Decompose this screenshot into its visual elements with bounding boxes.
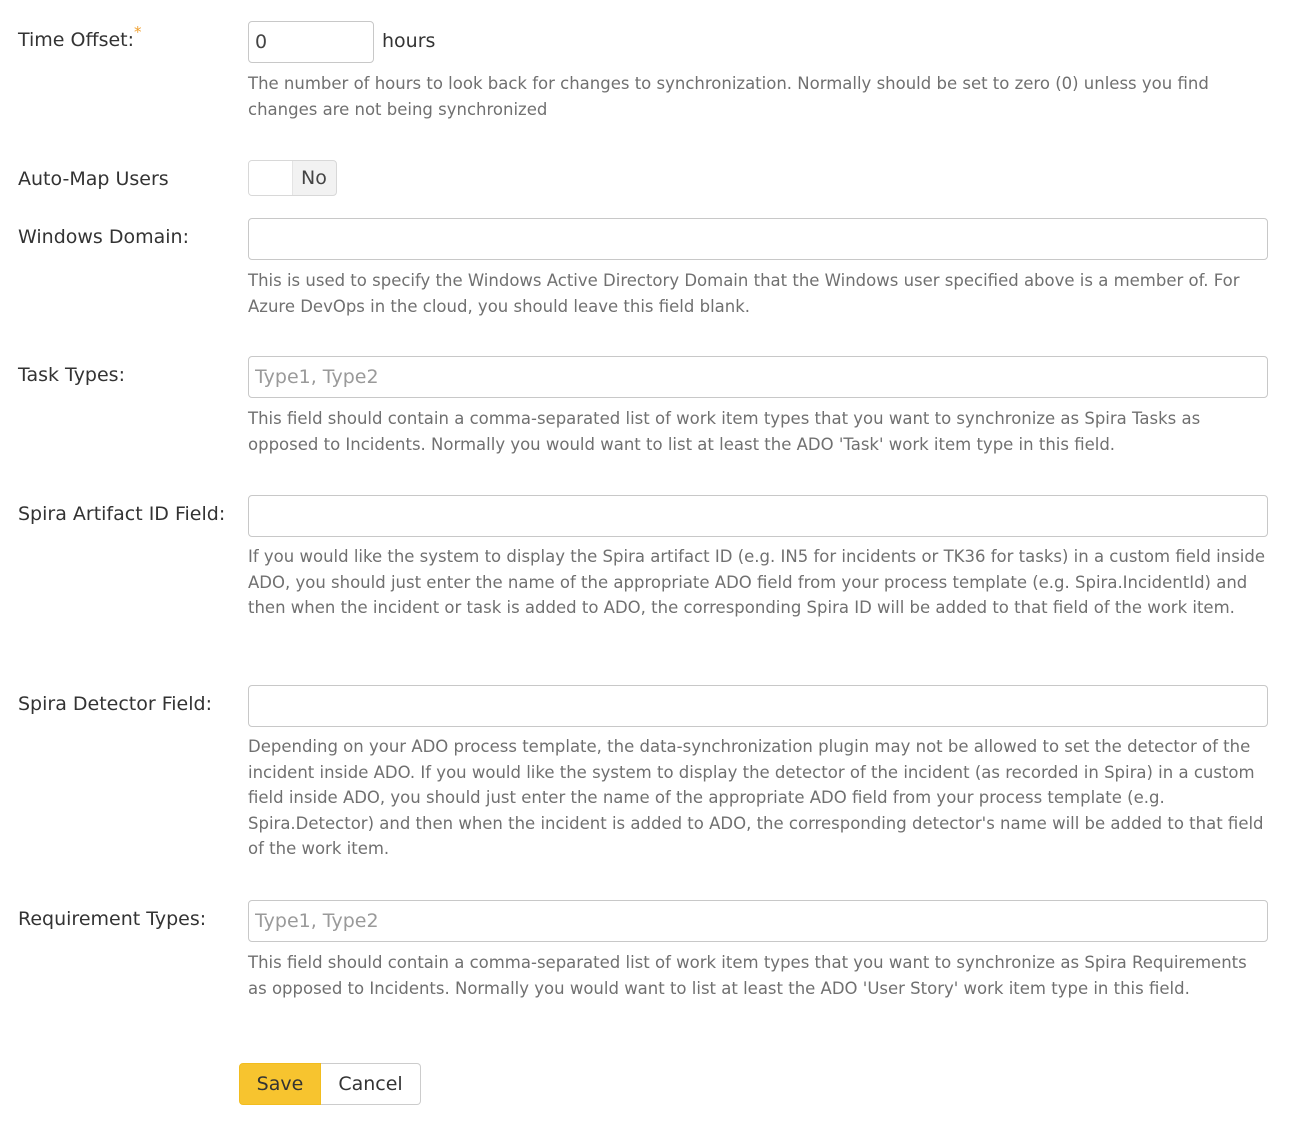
auto-map-users-label: Auto-Map Users [18, 168, 169, 190]
toggle-knob [249, 161, 293, 195]
task-types-help: This field should contain a comma-separated list of work item types that you want to synchronize as Spira Tasks as opposed to Incidents. Normally you would want to list at least the ADO 'Task' work item type in this field. [248, 409, 1201, 454]
windows-domain-label: Windows Domain: [18, 226, 189, 248]
spira-detector-field-help: Depending on your ADO process template, the data-synchronization plugin may not be allowed to set the detector of the incident inside ADO. If you would like the system to display the detector of the incident (as recorded in Spira) in a custom field inside ADO, you should just enter the name of the appropriate ADO field from your process template (e.g. Spira.Detector) and then when the incident is added to ADO, the corresponding detector's name will be added to that field of the work item. [248, 737, 1264, 858]
time-offset-help: The number of hours to look back for changes to synchronization. Normally should be set to zero (0) unless you find changes are not being synchronized [248, 74, 1209, 119]
spira-artifact-id-field-help: If you would like the system to display the Spira artifact ID (e.g. IN5 for incidents or TK36 for tasks) in a custom field inside ADO, you should just enter the name of the appropriate ADO field from your process template (e.g. Spira.IncidentId) and then when the incident or task is added to ADO, the corresponding Spira ID will be added to that field of the work item. [248, 547, 1266, 617]
windows-domain-input[interactable] [248, 218, 1268, 260]
spira-detector-field-label: Spira Detector Field: [18, 693, 212, 715]
requirement-types-label: Requirement Types: [18, 908, 207, 930]
spira-detector-field-input[interactable] [248, 685, 1268, 727]
auto-map-users-toggle[interactable] [248, 160, 337, 196]
form-actions [239, 1063, 421, 1105]
task-types-input[interactable] [248, 356, 1268, 398]
windows-domain-help: This is used to specify the Windows Active Directory Domain that the Windows user specified above is a member of. For Azure DevOps in the cloud, you should leave this field blank. [248, 271, 1240, 316]
time-offset-label-text: Time Offset: [18, 29, 135, 51]
spira-artifact-id-field-label: Spira Artifact ID Field: [18, 503, 226, 525]
task-types-label: Task Types: [18, 364, 125, 386]
requirement-types-input[interactable] [248, 900, 1268, 942]
time-offset-input[interactable] [248, 21, 374, 63]
time-offset-label [18, 23, 142, 51]
spira-artifact-id-field-input[interactable] [248, 495, 1268, 537]
requirement-types-help: This field should contain a comma-separated list of work item types that you want to synchronize as Spira Requirements as opposed to Incidents. Normally you would want to list at least the ADO 'User Story' work item type in this field. [248, 953, 1247, 998]
time-offset-unit: hours [382, 30, 436, 52]
toggle-state-label: No [301, 167, 327, 189]
required-star-icon: * [134, 23, 142, 41]
save-button[interactable]: Save [239, 1063, 321, 1105]
cancel-button[interactable]: Cancel [321, 1063, 421, 1105]
